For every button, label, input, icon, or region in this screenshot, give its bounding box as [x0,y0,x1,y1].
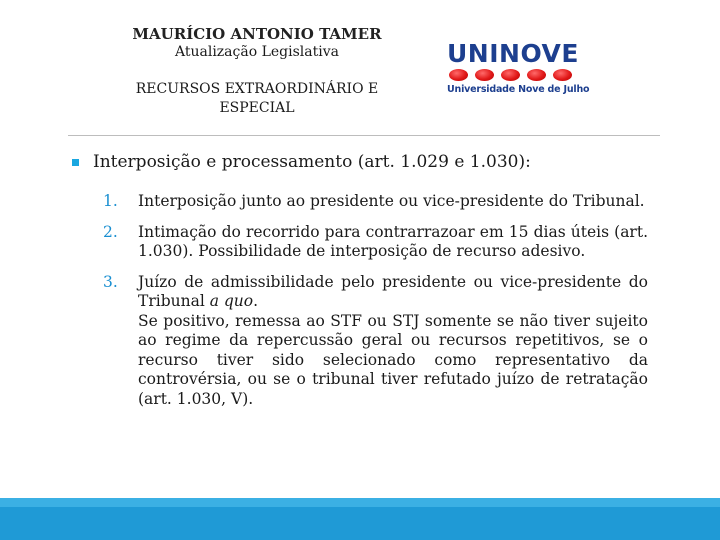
header-divider [68,135,660,136]
logo-tagline: Universidade Nove de Julho [447,84,590,95]
list-item-italic-term: a quo [209,292,254,310]
logo-dots [449,68,587,82]
logo-dot [501,69,520,81]
list-item-text-part: . [253,292,259,310]
square-bullet-icon [72,159,79,166]
section-heading-text: Interposição e processamento (art. 1.029 e 1.030): [93,152,531,172]
list-item-continuation: Se positivo, remessa ao STF ou STJ somente se não tiver sujeito ao regime da repercussão geral ou recursos repetitivos, se o recurso tiver sido selecionado como representativo da controvérsia, ou se o tribunal tiver refutado juízo de retratação (art. 1.030, V). [138,311,648,408]
slide-title [100,80,414,118]
slide-header [100,26,414,118]
numbered-list [103,192,648,409]
list-item-first-paragraph [138,273,648,312]
list-item-text: Interposição junto ao presidente ou vice-presidente do Tribunal. [138,192,645,210]
logo-dot [527,69,546,81]
section-heading [72,151,531,173]
uninove-logo [447,39,590,102]
logo-dot [449,69,468,81]
slide-title-line-2: ESPECIAL [219,100,295,116]
list-item-number: 3. [103,272,118,291]
list-item-text-part: Juízo de admissibilidade pelo presidente ou vice-presidente do Tribunal [138,272,648,310]
list-item [103,223,648,262]
header-subtitle: Atualização Legislativa [175,44,339,60]
list-item [103,192,648,212]
list-item [103,273,648,410]
footer-bar [0,498,720,540]
slide-title-line-1: RECURSOS EXTRAORDINÁRIO E [135,81,379,97]
list-item-number: 2. [103,222,118,241]
author-name: MAURÍCIO ANTONIO TAMER [132,25,382,43]
logo-wordmark: UNINOVE [447,39,579,68]
footer-bar-highlight [0,498,720,507]
list-item-number: 1. [103,192,118,210]
list-item-text [138,273,648,410]
logo-dot [553,69,572,81]
logo-dot [475,69,494,81]
list-item-text: Intimação do recorrido para contrarrazoar em 15 dias úteis (art. 1.030). Possibilidade de interposição de recurso adesivo. [138,222,648,260]
